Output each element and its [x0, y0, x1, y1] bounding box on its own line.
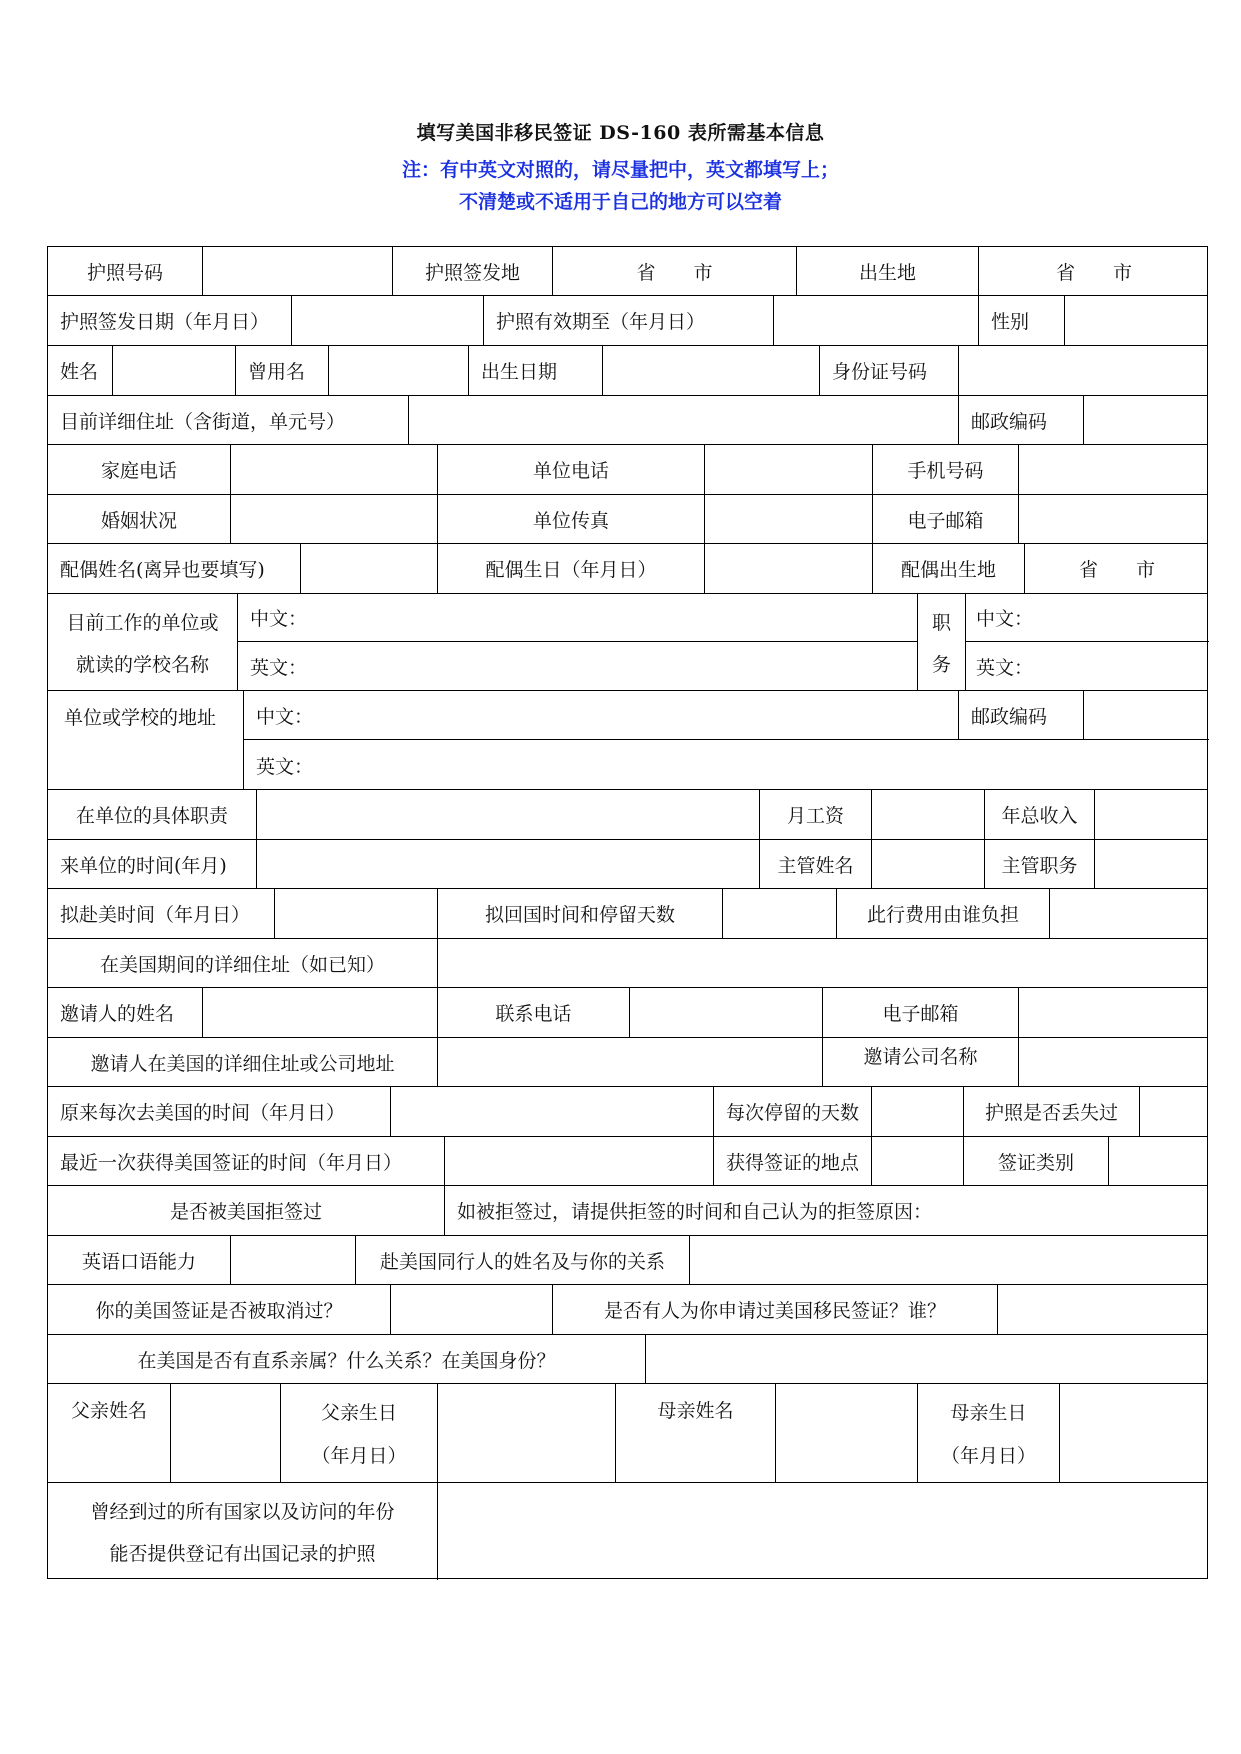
- duties-field[interactable]: [257, 790, 760, 839]
- form-row: [48, 1038, 1207, 1087]
- form-row: [48, 1186, 1207, 1236]
- visa-info-form: [47, 246, 1208, 1579]
- name-label: 姓名: [48, 346, 113, 395]
- form-row: [48, 1285, 1207, 1335]
- form-row: [48, 1087, 1207, 1137]
- form-row: [48, 544, 1207, 594]
- form-row: [48, 790, 1207, 840]
- job-title-label-line1: 职: [931, 611, 951, 634]
- english-level-label: 英语口语能力: [48, 1236, 231, 1284]
- supervisor-title-field[interactable]: [1095, 840, 1209, 888]
- form-row: [48, 247, 1207, 296]
- org-address-label: 单位或学校的地址: [48, 691, 244, 789]
- return-date-label: 拟回国时间和停留天数: [438, 889, 723, 938]
- dob-label: 出生日期: [469, 346, 603, 395]
- relatives-label: 在美国是否有直系亲属？什么关系？在美国身份？: [48, 1335, 646, 1383]
- spouse-birthplace-label: 配偶出生地: [873, 544, 1025, 593]
- mother-dob-label: [918, 1384, 1060, 1482]
- issue-date-field[interactable]: [292, 296, 484, 345]
- postcode-label: 邮政编码: [959, 396, 1084, 444]
- mother-dob-label-line2: （年月日）: [940, 1445, 1036, 1467]
- id-number-field[interactable]: [959, 346, 1209, 395]
- refusal-detail-field[interactable]: 如被拒签过，请提供拒签的时间和自己认为的拒签原因：: [457, 1201, 933, 1223]
- home-tel-label: 家庭电话: [48, 445, 231, 494]
- immigrant-petition-label: 是否有人为你申请过美国移民签证？谁？: [553, 1285, 998, 1334]
- sex-label: 性别: [979, 296, 1065, 345]
- return-date-field[interactable]: [723, 889, 837, 938]
- payer-label: 此行费用由谁负担: [837, 889, 1050, 938]
- companions-field[interactable]: [690, 1236, 1209, 1284]
- name-field[interactable]: [113, 346, 236, 395]
- postcode-field[interactable]: [1084, 396, 1209, 444]
- mother-dob-field[interactable]: [1060, 1384, 1209, 1482]
- company-name-field[interactable]: [1019, 1038, 1209, 1086]
- inviter-email-label: 电子邮箱: [823, 988, 1019, 1037]
- supervisor-name-label: 主管姓名: [760, 840, 872, 888]
- previous-trips-field[interactable]: [391, 1087, 714, 1136]
- companions-label: 赴美国同行人的姓名及与你的关系: [356, 1236, 690, 1284]
- stay-days-field[interactable]: [872, 1087, 964, 1136]
- immigrant-petition-field[interactable]: [998, 1285, 1209, 1334]
- passport-issue-place-field[interactable]: 省 市: [553, 247, 797, 295]
- father-dob-label-line2: （年月日）: [311, 1445, 407, 1467]
- instruction-note-line2: 不清楚或不适用于自己的地方可以空着: [458, 191, 782, 213]
- spouse-name-field[interactable]: [301, 544, 438, 593]
- dob-field[interactable]: [603, 346, 820, 395]
- form-row: [48, 1384, 1207, 1483]
- job-title-field-group: [966, 594, 1209, 690]
- countries-visited-field[interactable]: [438, 1483, 1209, 1580]
- org-address-group: [244, 691, 1209, 789]
- previous-trips-label: 原来每次去美国的时间（年月日）: [48, 1087, 391, 1136]
- salary-label: 月工资: [760, 790, 872, 839]
- visa-place-label: 获得签证的地点: [714, 1137, 872, 1185]
- stay-days-label: 每次停留的天数: [714, 1087, 872, 1136]
- employer-label-line1: 目前工作的单位或: [66, 611, 219, 634]
- email-label: 电子邮箱: [873, 495, 1019, 543]
- passport-issue-place-label: 护照签发地: [393, 247, 553, 295]
- passport-number-field[interactable]: [203, 247, 393, 295]
- address-field[interactable]: [409, 396, 959, 444]
- father-name-field[interactable]: [171, 1384, 281, 1482]
- instruction-note-line1: 注：有中英文对照的，请尽量把中，英文都填写上；: [401, 159, 839, 181]
- job-title-en-field[interactable]: 英文：: [976, 657, 1034, 679]
- employer-en-field[interactable]: 英文：: [250, 657, 308, 679]
- birthplace-field[interactable]: 省 市: [1055, 261, 1132, 284]
- company-name-label: 邀请公司名称: [823, 1038, 1019, 1086]
- visa-cancelled-field[interactable]: [391, 1285, 553, 1334]
- address-label: 目前详细住址（含街道，单元号）: [48, 396, 409, 444]
- spouse-dob-field[interactable]: [705, 544, 873, 593]
- visa-cancelled-label: 你的美国签证是否被取消过？: [48, 1285, 391, 1334]
- job-title-label-line2: 务: [931, 653, 951, 676]
- form-row: [48, 1137, 1207, 1186]
- countries-visited-label-line1: 曾经到过的所有国家以及访问的年份: [90, 1500, 395, 1523]
- mobile-label: 手机号码: [873, 445, 1019, 494]
- father-name-label: 父亲姓名: [48, 1384, 171, 1482]
- work-tel-field[interactable]: [705, 445, 873, 494]
- lost-passport-label: 护照是否丢失过: [964, 1087, 1140, 1136]
- us-address-label: 在美国期间的详细住址（如已知）: [48, 939, 438, 987]
- form-row: [48, 495, 1207, 544]
- form-title: 填写美国非移民签证 DS-160 表所需基本信息: [416, 122, 825, 144]
- id-number-label: 身份证号码: [820, 346, 959, 395]
- inviter-name-field[interactable]: [203, 988, 438, 1037]
- employment-since-field[interactable]: [257, 840, 760, 888]
- countries-visited-label-line2: 能否提供登记有出国记录的护照: [109, 1543, 376, 1566]
- org-address-en-field[interactable]: 英文：: [256, 755, 314, 778]
- inviter-name-label: 邀请人的姓名: [48, 988, 203, 1037]
- father-dob-label-line1: 父亲生日: [320, 1402, 397, 1424]
- work-fax-field[interactable]: [705, 495, 873, 543]
- inviter-address-label: 邀请人在美国的详细住址或公司地址: [48, 1038, 438, 1086]
- departure-date-label: 拟赴美时间（年月日）: [48, 889, 275, 938]
- form-row: [48, 396, 1207, 445]
- salary-field[interactable]: [872, 790, 985, 839]
- passport-number-label: 护照号码: [48, 247, 203, 295]
- birthplace-label: 出生地: [797, 247, 979, 295]
- supervisor-name-field[interactable]: [872, 840, 985, 888]
- employer-label-line2: 就读的学校名称: [75, 653, 209, 676]
- sex-field[interactable]: [1065, 296, 1209, 345]
- inviter-address-field[interactable]: [438, 1038, 823, 1086]
- form-row: [48, 445, 1207, 495]
- expiry-date-field[interactable]: [774, 296, 979, 345]
- form-row: [48, 889, 1207, 939]
- inviter-email-field[interactable]: [1019, 988, 1209, 1037]
- departure-date-field[interactable]: [275, 889, 438, 938]
- father-dob-label: [281, 1384, 438, 1482]
- visa-place-field[interactable]: [872, 1137, 964, 1185]
- spouse-birthplace-field[interactable]: 省 市: [1078, 559, 1155, 581]
- marital-label: 婚姻状况: [48, 495, 231, 543]
- job-title-cn-field[interactable]: 中文：: [966, 594, 1209, 642]
- form-row: [48, 1335, 1207, 1384]
- former-name-label: 曾用名: [236, 346, 329, 395]
- last-visa-date-field[interactable]: [445, 1137, 714, 1185]
- expiry-date-label: 护照有效期至（年月日）: [484, 296, 774, 345]
- email-field[interactable]: [1019, 495, 1209, 543]
- form-row: [48, 296, 1207, 346]
- countries-visited-label: [48, 1483, 438, 1580]
- employer-field-group: [238, 594, 918, 690]
- mother-name-label: 母亲姓名: [616, 1384, 776, 1482]
- duties-label: 在单位的具体职责: [48, 790, 257, 839]
- contact-tel-label: 联系电话: [438, 988, 630, 1037]
- former-name-field[interactable]: [329, 346, 469, 395]
- form-row: [48, 691, 1207, 790]
- us-address-field[interactable]: [438, 939, 1209, 987]
- mother-dob-label-line1: 母亲生日: [950, 1402, 1027, 1424]
- org-postcode-label: 邮政编码: [959, 691, 1084, 739]
- employment-since-label: 来单位的时间(年月): [48, 840, 257, 888]
- relatives-field[interactable]: [646, 1335, 1209, 1383]
- work-tel-label: 单位电话: [438, 445, 705, 494]
- annual-income-label: 年总收入: [985, 790, 1095, 839]
- org-address-cn-row: [244, 691, 1209, 740]
- form-row: [48, 1236, 1207, 1285]
- payer-field[interactable]: [1050, 889, 1209, 938]
- work-fax-label: 单位传真: [438, 495, 705, 543]
- spouse-dob-label: 配偶生日（年月日）: [438, 544, 705, 593]
- form-row: [48, 840, 1207, 889]
- form-row: [48, 988, 1207, 1038]
- home-tel-field[interactable]: [231, 445, 438, 494]
- visa-type-label: 签证类别: [964, 1137, 1109, 1185]
- father-dob-field[interactable]: [438, 1384, 616, 1482]
- form-row: [48, 939, 1207, 988]
- org-address-cn-field[interactable]: 中文：: [244, 691, 959, 739]
- mobile-field[interactable]: [1019, 445, 1209, 494]
- marital-field[interactable]: [231, 495, 438, 543]
- job-title-label: [918, 594, 966, 690]
- refused-label: 是否被美国拒签过: [48, 1186, 445, 1235]
- visa-type-field[interactable]: [1109, 1137, 1209, 1185]
- lost-passport-field[interactable]: [1140, 1087, 1209, 1136]
- contact-tel-field[interactable]: [630, 988, 823, 1037]
- form-row: [48, 346, 1207, 396]
- mother-name-field[interactable]: [776, 1384, 918, 1482]
- org-postcode-field[interactable]: [1084, 691, 1209, 739]
- annual-income-field[interactable]: [1095, 790, 1209, 839]
- issue-date-label: 护照签发日期（年月日）: [48, 296, 292, 345]
- last-visa-date-label: 最近一次获得美国签证的时间（年月日）: [48, 1137, 445, 1185]
- supervisor-title-label: 主管职务: [985, 840, 1095, 888]
- spouse-name-label: 配偶姓名(离异也要填写): [48, 544, 301, 593]
- employer-label: [48, 594, 238, 690]
- form-row: [48, 1483, 1207, 1580]
- form-row: [48, 594, 1207, 691]
- english-level-field[interactable]: [231, 1236, 356, 1284]
- employer-cn-field[interactable]: 中文：: [238, 594, 917, 642]
